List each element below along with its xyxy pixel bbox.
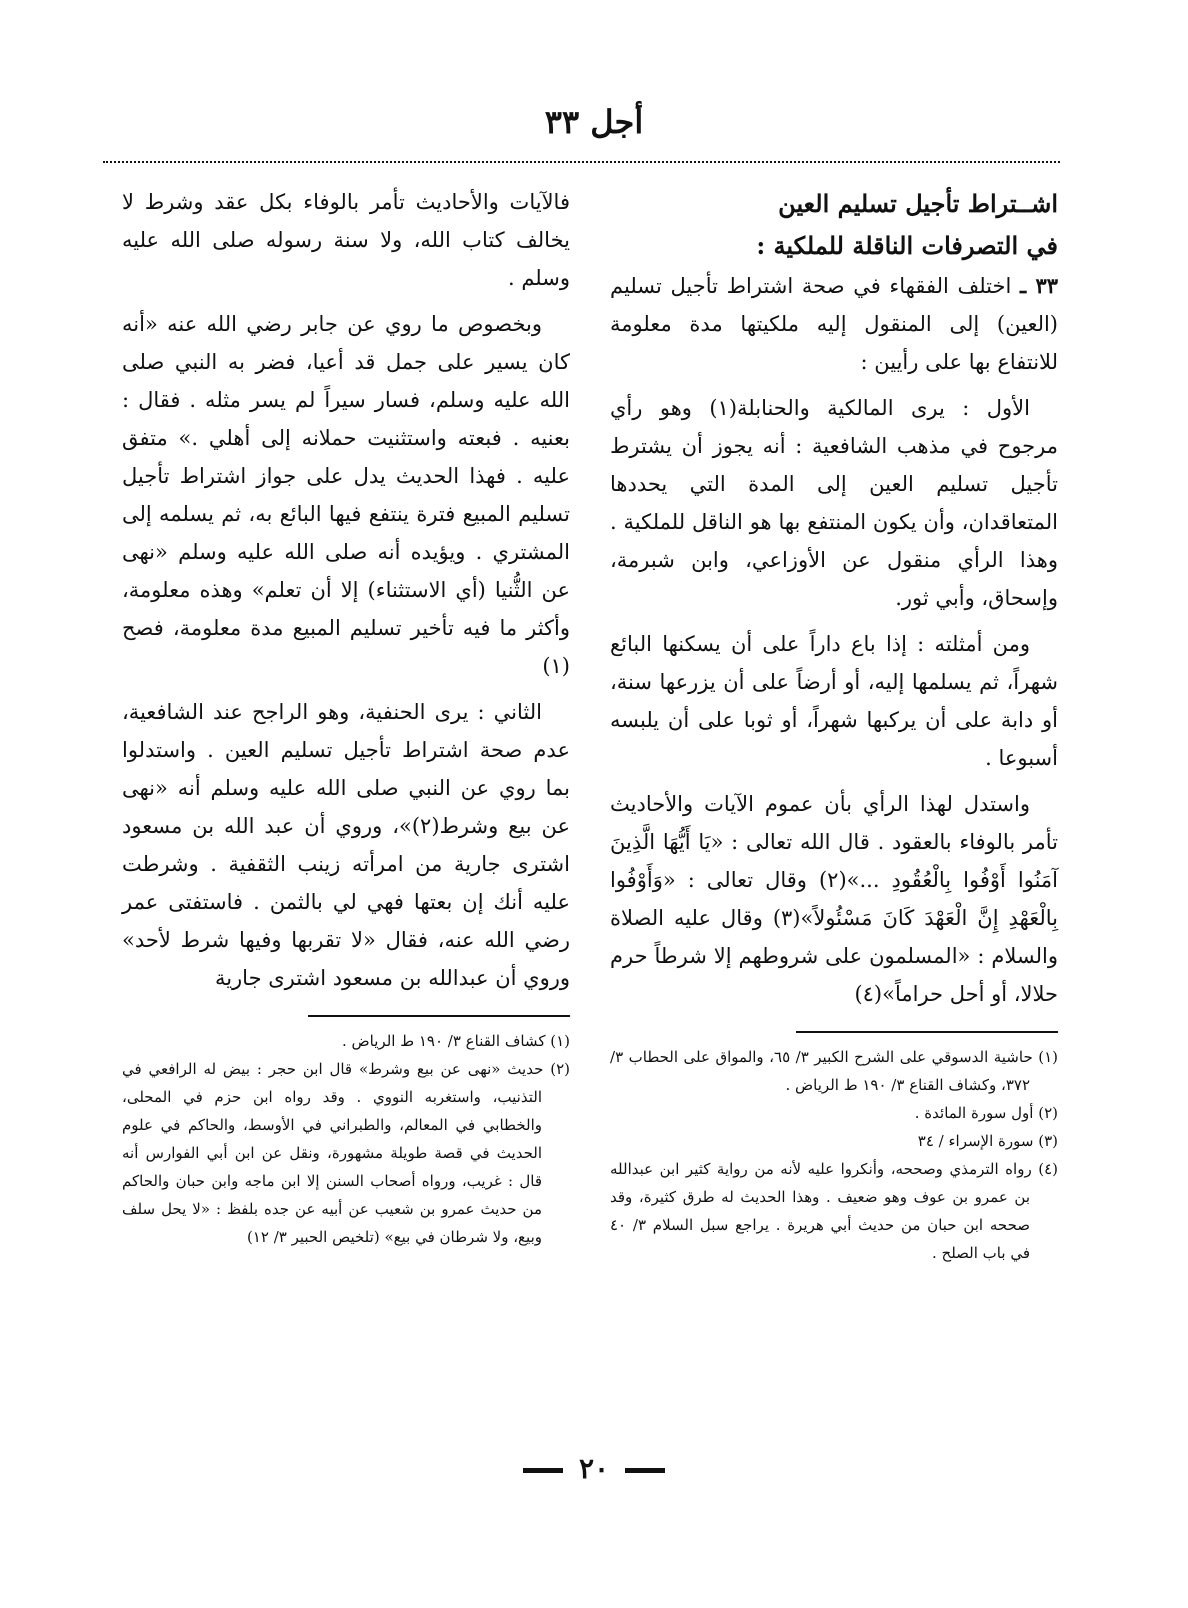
right-footnote-3: (٣) سورة الإسراء / ٣٤ xyxy=(917,1132,1058,1150)
right-footnote-1: (١) حاشية الدسوقي على الشرح الكبير ٣/ ٦٥، والمواق على الحطاب ٣/ ٣٧٢، وكشاف القناع ٣/ ١٩٠ ط الرياض . xyxy=(610,1048,1058,1094)
item-text: اختلف الفقهاء في صحة اشتراط تأجيل تسليم (العين) إلى المنقول إليه ملكيتها مدة معلومة للانتفاع بها على رأيين : xyxy=(610,274,1058,374)
page-number-dash-right xyxy=(523,1468,563,1473)
running-header: أجل ٣٣ xyxy=(544,103,644,141)
numbered-paragraph xyxy=(610,267,1058,381)
left-footnote-1: (١) كشاف القناع ٣/ ١٩٠ ط الرياض . xyxy=(342,1032,570,1050)
page-number-dash-left xyxy=(625,1468,665,1473)
page-number xyxy=(0,1452,1188,1485)
continuation-paragraph: فالآيات والأحاديث تأمر بالوفاء بكل عقد وشرط لا يخالف كتاب الله، ولا سنة رسوله صلى الله عليه وسلم . xyxy=(122,190,570,290)
left-footnote-2: (٢) حديث «نهى عن بيع وشرط» قال ابن حجر : بيض له الرافعي في التذنيب، واستغربه النووي . وقد رواه ابن حزم في المحلى، والخطابي في المعالم، والطبراني في الأوسط، والحاكم في علوم الحديث في قصة طويلة مشهورة، ونقل عن ابن أبي الفوارس أنه قال : غريب، ورواه أصحاب السنن إلا ابن ماجه وابن حبان والحاكم من حديث عمرو بن شعيب عن أبيه عن جده بلفظ : «لا يحل سلف وبيع، ولا شرطان في بيع» (تلخيص الحبير ٣/ ١٢) xyxy=(122,1060,570,1246)
section-title-line-1: اشــتراط تأجيل تسليم العين xyxy=(778,189,1058,218)
examples-paragraph: ومن أمثلته : إذا باع داراً على أن يسكنها البائع شهراً، ثم يسلمها إليه، أو أرضاً على أن يزرعها سنة، أو دابة على أن يركبها شهراً، أو ثوبا على أن يلبسه أسبوعا . xyxy=(610,632,1058,770)
right-footnote-rule xyxy=(796,1031,1058,1033)
header-dotted-rule xyxy=(103,161,1060,163)
right-footnote-2: (٢) أول سورة المائدة . xyxy=(914,1104,1058,1122)
left-column xyxy=(122,183,570,1251)
section-title-line-2: في التصرفات الناقلة للملكية : xyxy=(756,231,1058,260)
right-column xyxy=(610,183,1058,1267)
item-number: ٣٣ ـ xyxy=(1019,273,1058,298)
evidence-paragraph: واستدل لهذا الرأي بأن عموم الآيات والأحاديث تأمر بالوفاء بالعقود . قال الله تعالى : «يَا أَيُّهَا الَّذِينَ آمَنُوا أَوْفُوا بِالْعُقُودِ ...»(٢) وقال تعالى : «وَأَوْفُوا بِالْعَهْدِ إِنَّ الْعَهْدَ كَانَ مَسْئُولاً»(٣) وقال عليه الصلاة والسلام : «المسلمون على شروطهم إلا شرطاً حرم حلالا، أو أحل حراماً»(٤) xyxy=(610,792,1058,1006)
jabir-paragraph: وبخصوص ما روي عن جابر رضي الله عنه «أنه كان يسير على جمل قد أعيا، فضر به النبي صلى الله عليه وسلم، فسار سيراً لم يسر مثله . فقال : بعنيه . فبعته واستثنيت حملانه إلى أهلي .» متفق عليه . فهذا الحديث يدل على جواز اشتراط تأجيل تسليم المبيع فترة ينتفع فيها البائع به، ثم يسلمه إلى المشتري . ويؤيده أنه صلى الله عليه وسلم «نهى عن الثُّنيا (أي الاستثناء) إلا أن تعلم» وهذه معلومة، وأكثر ما فيه تأخير تسليم المبيع مدة معلومة، فصح (١) xyxy=(122,312,570,678)
page-number-text: ٢٠ xyxy=(578,1452,610,1485)
second-opinion-paragraph: الثاني : يرى الحنفية، وهو الراجح عند الشافعية، عدم صحة اشتراط تأجيل تسليم العين . واستدلوا بما روي عن النبي صلى الله عليه وسلم أنه «نهى عن بيع وشرط(٢)»، وروي أن عبد الله بن مسعود اشترى جارية من امرأته زينب الثقفية . وشرطت عليه أنك إن بعتها فهي لي بالثمن . فاستفتى عمر رضي الله عنه، فقال «لا تقربها وفيها شرط لأحد» وروي أن عبدالله بن مسعود اشترى جارية xyxy=(122,700,570,990)
left-footnote-rule xyxy=(308,1015,570,1017)
right-footnote-4: (٤) رواه الترمذي وصححه، وأنكروا عليه لأنه من رواية كثير ابن عبدالله بن عمرو بن عوف وهو ضعيف . وهذا الحديث له طرق كثيرة، وقد صححه ابن حبان من حديث أبي هريرة . يراجع سبل السلام ٣/ ٤٠ في باب الصلح . xyxy=(610,1160,1058,1262)
first-opinion-paragraph: الأول : يرى المالكية والحنابلة(١) وهو رأي مرجوح في مذهب الشافعية : أنه يجوز أن يشترط تأجيل تسليم العين إلى المدة التي يحددها المتعاقدان، وأن يكون المنتفع بها هو الناقل للملكية . وهذا الرأي منقول عن الأوزاعي، وابن شبرمة، وإسحاق، وأبي ثور. xyxy=(610,396,1058,610)
